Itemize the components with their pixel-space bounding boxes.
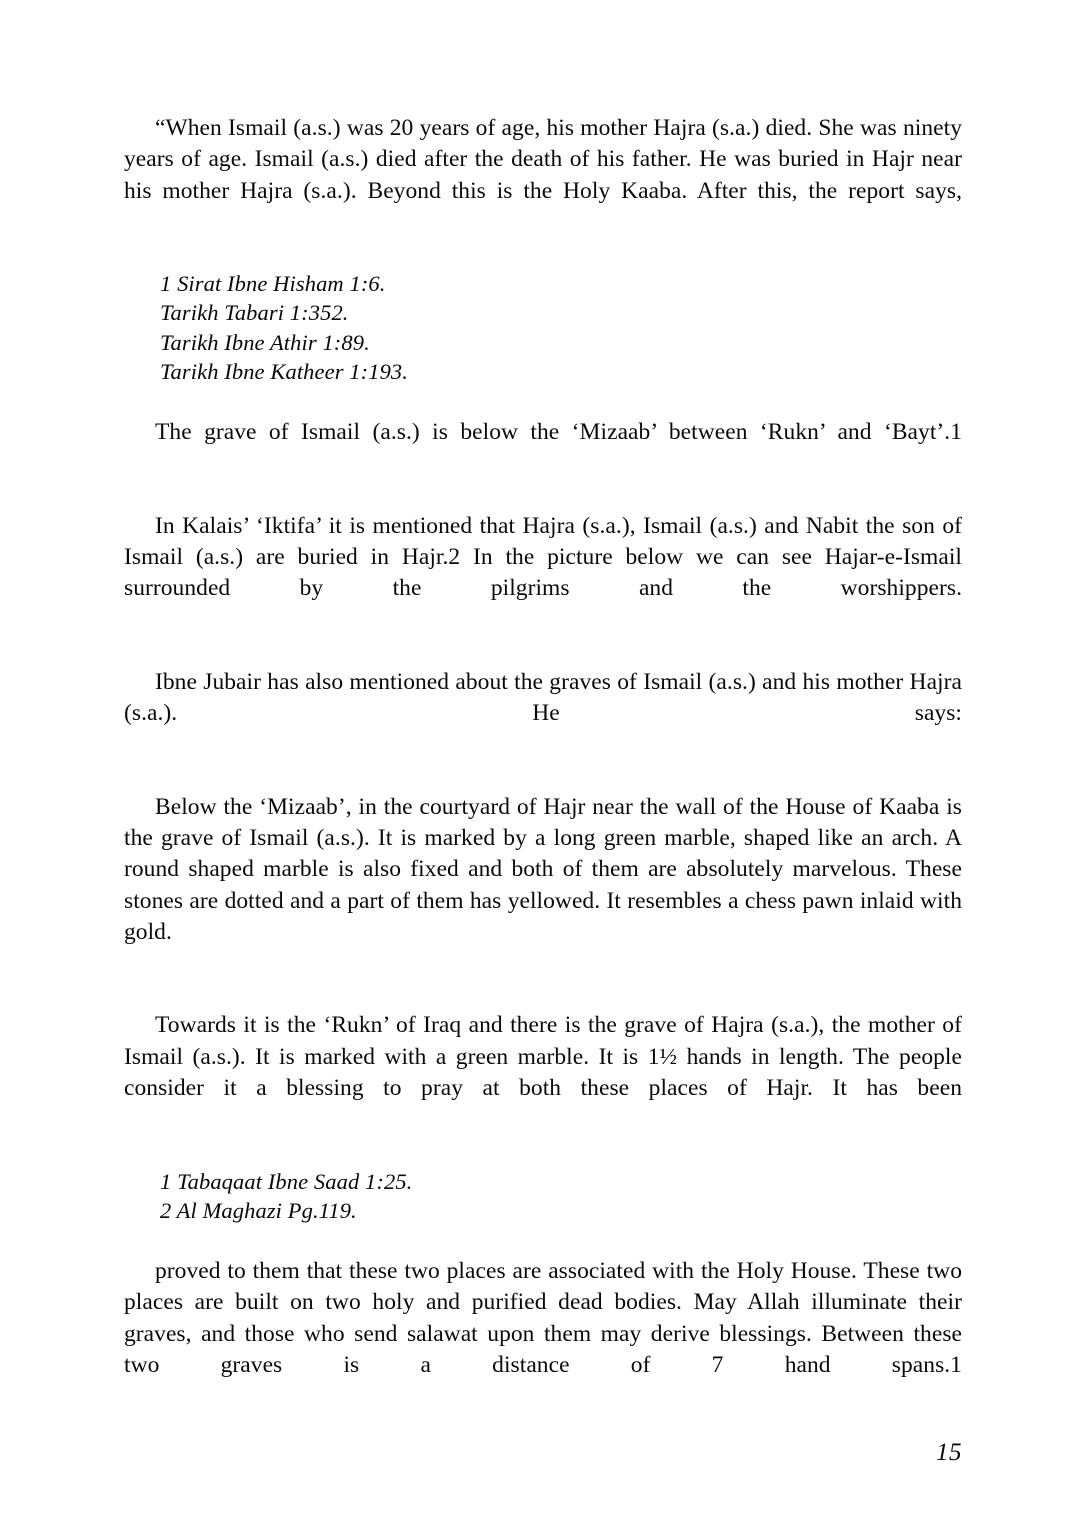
reference-list-second <box>124 1167 962 1225</box>
reference-item: Tarikh Ibne Katheer 1:193. <box>160 358 409 384</box>
paragraph-below-mizaab: Below the ‘Mizaab’, in the courtyard of Hajr near the wall of the House of Kaaba is the grave of Ismail (a.s.). It is marked by a long green marble, shaped like an arch. A round shaped marble is also fixed and both of them are absolutely marvelous. These stones are dotted and a part of them has yellowed. It resembles a chess pawn inlaid with gold. <box>124 793 962 945</box>
paragraph-spacer <box>124 636 962 667</box>
paragraph-spacer <box>124 480 962 511</box>
paragraph-spacer <box>124 386 962 417</box>
reference-list-first <box>124 269 962 386</box>
paragraph-kalais-iktifa: In Kalais’ ‘Iktifa’ it is mentioned that Hajra (s.a.), Ismail (a.s.) and Nabit the son of Ismail (a.s.) are buried in Hajr.2 In the picture below we can see Hajar-e-Ismail surrounded by the pilgrims and the worshippers. <box>124 512 962 602</box>
page-text-block <box>124 113 962 1413</box>
reference-item: Tarikh Tabari 1:352. <box>160 300 349 326</box>
page-number: 15 <box>936 1439 962 1466</box>
paragraph-ibne-jubair: Ibne Jubair has also mentioned about the graves of Ismail (a.s.) and his mother Hajra (s.a.). He says: <box>124 668 962 727</box>
reference-item: 1 Sirat Ibne Hisham 1:6. <box>160 271 386 297</box>
paragraph-grave-of-ismail: The grave of Ismail (a.s.) is below the ‘Mizaab’ between ‘Rukn’ and ‘Bayt’.1 <box>155 419 962 445</box>
reference-item: Tarikh Ibne Athir 1:89. <box>160 329 370 355</box>
paragraph-ismail-age: “When Ismail (a.s.) was 20 years of age, his mother Hajra (s.a.) died. She was ninety years of age. Ismail (a.s.) died after the death of his father. He was buried in Hajr near his mother Hajra (s.a.). Beyond this is the Holy Kaaba. After this, the report says, <box>124 115 962 204</box>
paragraph-spacer <box>124 979 962 1010</box>
paragraph-spacer <box>124 1225 962 1256</box>
reference-item: 1 Tabaqaat Ibne Saad 1:25. <box>160 1168 413 1194</box>
paragraph-proved-to-them: proved to them that these two places are associated with the Holy House. These two places are built on two holy and purified dead bodies. May Allah illuminate their graves, and those who send salawat upon them may derive blessings. Between these two graves is a distance of 7 hand spans.1 <box>124 1258 962 1378</box>
paragraph-spacer <box>124 238 962 269</box>
paragraph-rukn-of-iraq: Towards it is the ‘Rukn’ of Iraq and there is the grave of Hajra (s.a.), the mother of Ismail (a.s.). It is marked with a green marble. It is 1½ hands in length. The people consider it a blessing to pray at both these places of Hajr. It has been <box>124 1012 962 1102</box>
paragraph-spacer <box>124 761 962 792</box>
reference-item: 2 Al Maghazi Pg.119. <box>160 1197 357 1223</box>
paragraph-spacer <box>124 1136 962 1167</box>
